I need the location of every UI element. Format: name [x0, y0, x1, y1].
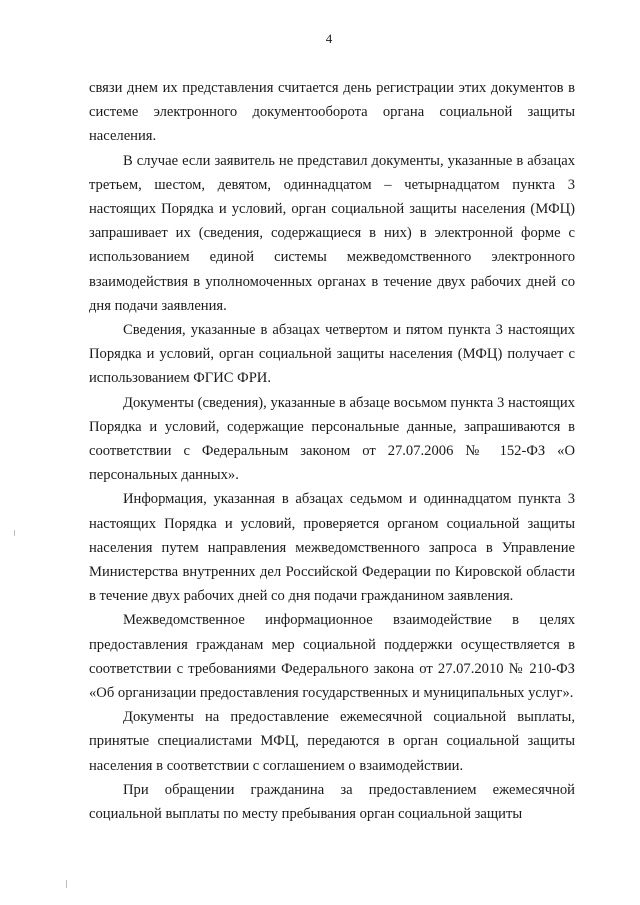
paragraph: связи днем их представления считается день регистрации этих документов в системе электронного документооборота органа социальной защиты населения.	[89, 80, 575, 145]
scan-edge-mark	[66, 880, 67, 888]
paragraph: Межведомственное информационное взаимодействие в целях предоставления гражданам мер социальной поддержки осуществляется в соответствии с требованиями Федерального закона от 27.07.2010 № 210-ФЗ «Об организации предоставления государственных и муниципальных услуг».	[89, 612, 575, 702]
paragraph: Документы на предоставление ежемесячной социальной выплаты, принятые специалистами МФЦ, передаются в орган социальной защиты населения в соответствии с соглашением о взаимодействии.	[89, 709, 575, 774]
paragraph: Информация, указанная в абзацах седьмом и одиннадцатом пункта 3 настоящих Порядка и условий, проверяется органом социальной защиты населения путем направления межведомственного запроса в Управление Министерства внутренних дел Российской Федерации по Кировской области в течение двух рабочих дней со дня подачи гражданином заявления.	[89, 491, 575, 605]
page-number: 4	[325, 31, 333, 46]
paragraph: Документы (сведения), указанные в абзаце восьмом пункта 3 настоящих Порядка и условий, содержащие персональные данные, запрашиваются в соответствии с Федеральным законом от 27.07.2006 № 152-ФЗ «О персональных данных».	[89, 394, 575, 484]
paragraph: При обращении гражданина за предоставлением ежемесячной социальной выплаты по месту пребывания орган социальной защиты	[89, 781, 575, 823]
paragraph: В случае если заявитель не представил документы, указанные в абзацах третьем, шестом, девятом, одиннадцатом – четырнадцатом пункта 3 настоящих Порядка и условий, орган социальной защиты населения (МФЦ) запрашивает их (сведения, содержащиеся в них) в электронной форме с использованием единой системы межведомственного электронного взаимодействия в уполномоченных органах в течение двух рабочих дней со дня подачи заявления.	[89, 152, 575, 314]
document-body	[89, 76, 575, 826]
paragraph: Сведения, указанные в абзацах четвертом и пятом пункта 3 настоящих Порядка и условий, орган социальной защиты населения (МФЦ) получает с использованием ФГИС ФРИ.	[89, 322, 575, 387]
scan-edge-mark	[14, 530, 15, 536]
